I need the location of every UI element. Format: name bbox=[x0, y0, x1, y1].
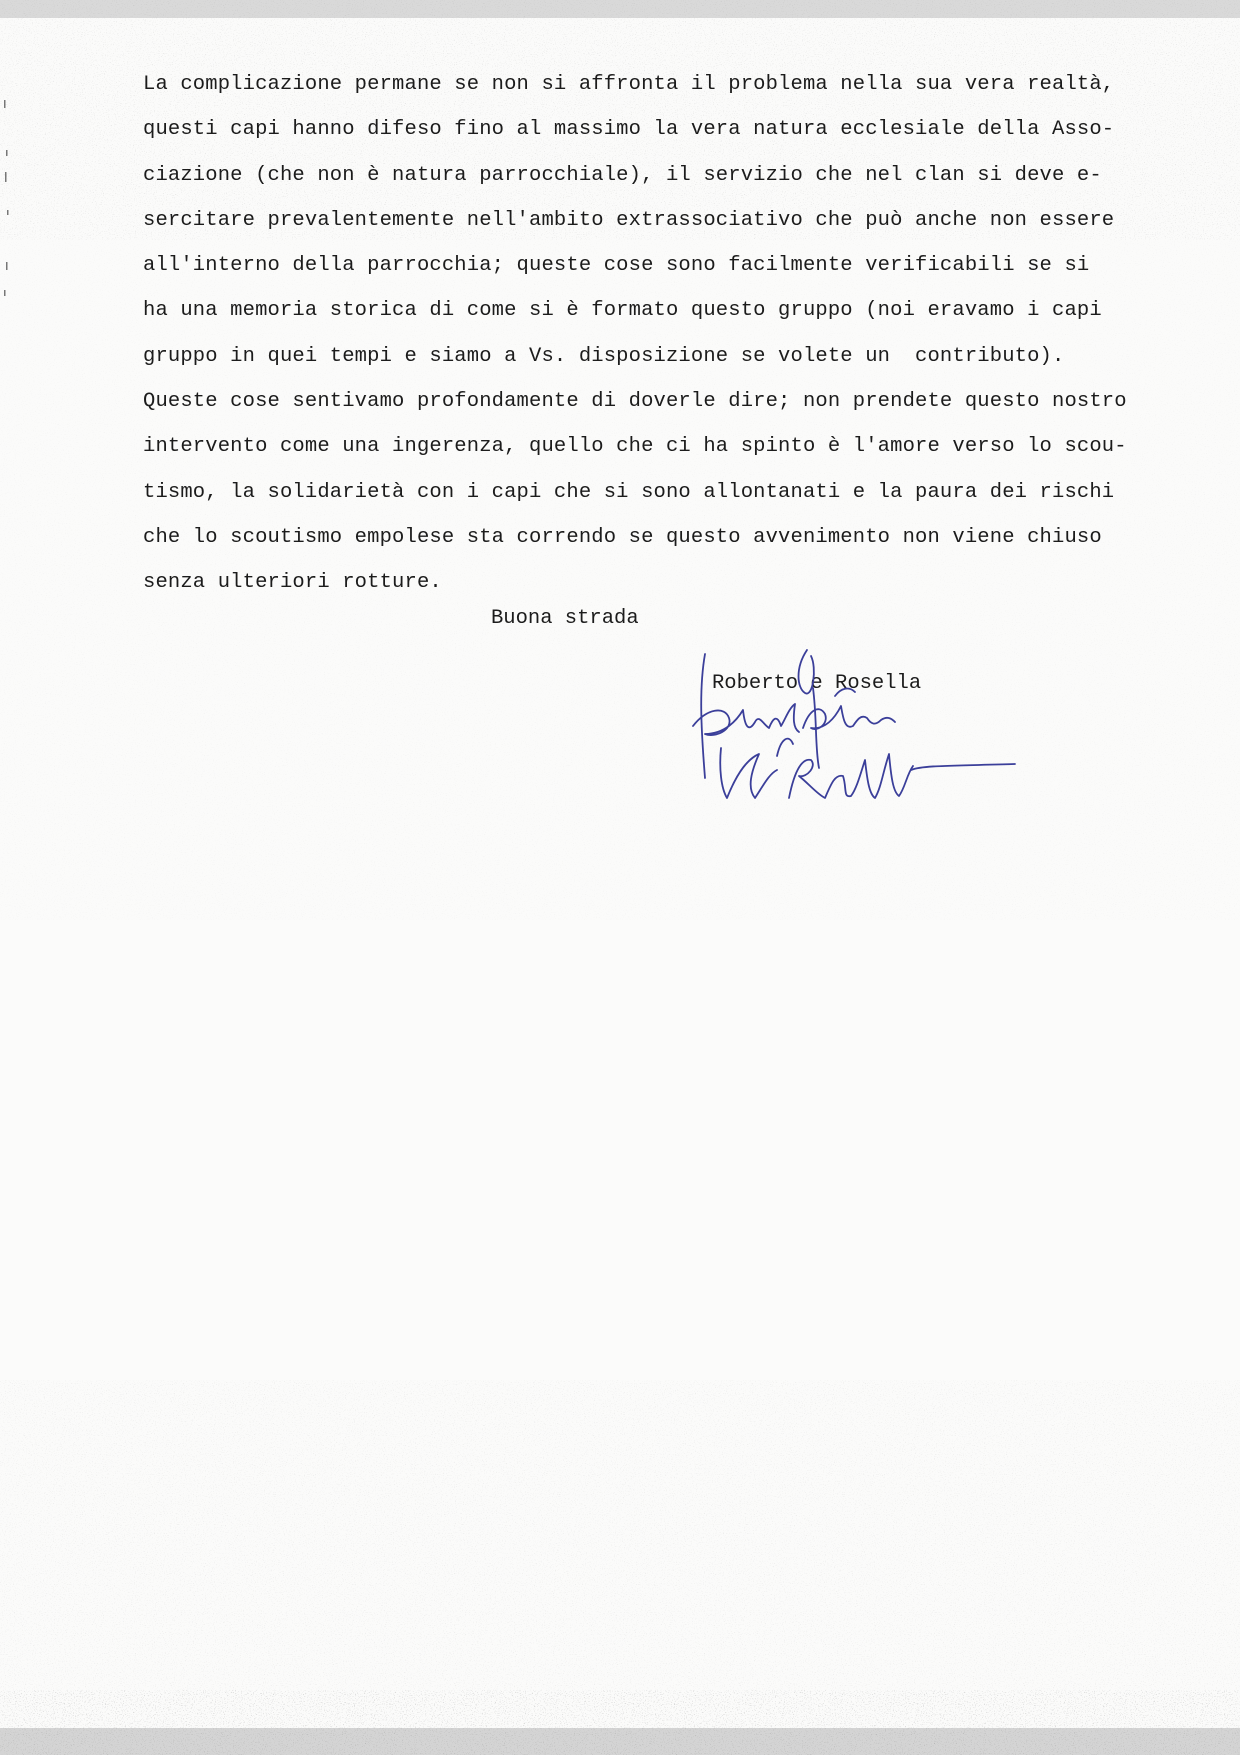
letter-line: intervento come una ingerenza, quello che ci ha spinto è l'amore verso lo scou- bbox=[143, 435, 1127, 459]
closing-salutation: Buona strada bbox=[491, 607, 639, 630]
handwritten-signature bbox=[685, 648, 1025, 828]
left-margin-marks bbox=[0, 0, 20, 1755]
letter-line: ha una memoria storica di come si è formato questo gruppo (noi eravamo i capi bbox=[143, 299, 1102, 323]
letter-body bbox=[143, 62, 1143, 606]
letter-line: La complicazione permane se non si affronta il problema nella sua vera realtà, bbox=[143, 73, 1115, 96]
letter-line: senza ulteriori rotture. bbox=[143, 571, 442, 595]
letter-line: che lo scoutismo empolese sta correndo se questo avvenimento non viene chiuso bbox=[143, 525, 1102, 549]
letter-line: questi capi hanno difeso fino al massimo la vera natura ecclesiale della Asso- bbox=[143, 118, 1115, 142]
typed-signature: Roberto e Rosella bbox=[712, 672, 922, 695]
letter-line: sercitare prevalentemente nell'ambito extrassociativo che può anche non essere bbox=[143, 208, 1115, 232]
letter-line: ciazione (che non è natura parrocchiale), il servizio che nel clan si deve e- bbox=[143, 163, 1102, 187]
letter-line: gruppo in quei tempi e siamo a Vs. disposizione se volete un contributo). bbox=[143, 344, 1065, 368]
letter-line: tismo, la solidarietà con i capi che si sono allontanati e la paura dei rischi bbox=[143, 480, 1115, 504]
letter-line: Queste cose sentivamo profondamente di doverle dire; non prendete questo nostro bbox=[143, 390, 1127, 414]
letter-line: all'interno della parrocchia; queste cose sono facilmente verificabili se si bbox=[143, 254, 1090, 278]
